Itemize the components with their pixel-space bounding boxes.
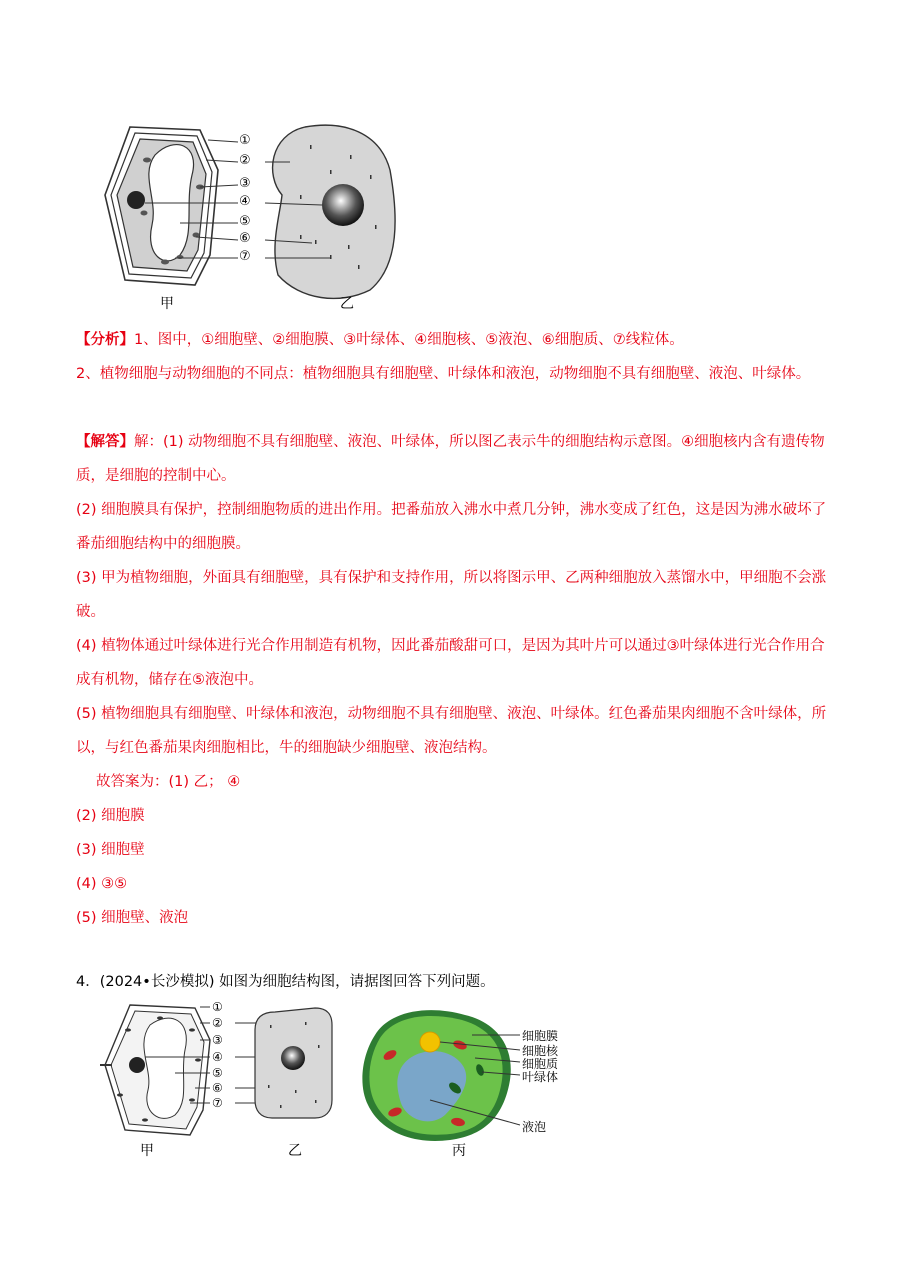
question-4-text: 4．(2024•长沙模拟) 如图为细胞结构图，请据图回答下列问题。: [76, 974, 495, 990]
bing-label-cytoplasm: 细胞质: [522, 1057, 559, 1071]
fig1-caption-jia: 甲: [160, 296, 174, 312]
figure-2-drawing: [100, 1000, 600, 1170]
analysis-block: [76, 323, 836, 391]
answer-p5: (5) 植物细胞具有细胞壁、叶绿体和液泡，动物细胞不具有细胞壁、液泡、叶绿体。红色番茄果肉细胞不含叶绿体，所以，与红色番茄果肉细胞相比，牛的细胞缺少细胞壁、液泡结构。: [76, 706, 827, 756]
final-answer-intro: 故答案为：(1) 乙； ④: [96, 774, 241, 790]
fig1-label-6: ⑥: [239, 231, 251, 246]
animal-cell-yi: [273, 125, 396, 298]
fig1-label-2: ②: [239, 153, 251, 168]
final-answer-4: (4) ③⑤: [76, 876, 128, 892]
final-answer-2: (2) 细胞膜: [76, 808, 145, 824]
fig1-label-1: ①: [239, 133, 251, 148]
fig2-label-3: ③: [212, 1033, 223, 1047]
answer-p1: 【解答】解：(1) 动物细胞不具有细胞壁、液泡、叶绿体，所以图乙表示牛的细胞结构示意图。④细胞核内含有遗传物质，是细胞的控制中心。: [76, 434, 825, 484]
fig2-label-4: ④: [212, 1050, 223, 1064]
fig1-label-3: ③: [239, 176, 251, 191]
fig2-plant-cell-jia: [100, 1005, 210, 1135]
answer-block: [76, 425, 836, 935]
fig2-label-5: ⑤: [212, 1066, 223, 1080]
answer-p2: (2) 细胞膜具有保护，控制细胞物质的进出作用。把番茄放入沸水中煮几分钟，沸水变成了红色，这是因为沸水破坏了番茄细胞结构中的细胞膜。: [76, 502, 827, 552]
analysis-line-1: 【分析】1、图中，①细胞壁、②细胞膜、③叶绿体、④细胞核、⑤液泡、⑥细胞质、⑦线粒体。: [76, 332, 684, 348]
final-answer-3: (3) 细胞壁: [76, 842, 145, 858]
fig2-cell-bing: [362, 1010, 510, 1141]
fig1-caption-yi: 乙: [340, 296, 354, 312]
fig1-label-5: ⑤: [239, 214, 251, 229]
fig2-animal-cell-yi: [255, 1008, 332, 1118]
fig1-label-4: ④: [239, 194, 251, 209]
fig2-caption-jia: 甲: [140, 1143, 154, 1159]
answer-p4: (4) 植物体通过叶绿体进行光合作用制造有机物，因此番茄酸甜可口，是因为其叶片可以通过③叶绿体进行光合作用合成有机物，储存在⑤液泡中。: [76, 638, 825, 688]
answer-p3: (3) 甲为植物细胞，外面具有细胞壁，具有保护和支持作用，所以将图示甲、乙两种细胞放入蒸馏水中，甲细胞不会涨破。: [76, 570, 827, 620]
bing-label-nucleus: 细胞核: [522, 1044, 559, 1058]
figure-2: [100, 1000, 600, 1170]
fig1-label-7: ⑦: [239, 249, 251, 264]
analysis-line-2: 2、植物细胞与动物细胞的不同点：植物细胞具有细胞壁、叶绿体和液泡，动物细胞不具有细胞壁、液泡、叶绿体。: [76, 366, 811, 382]
fig2-label-1: ①: [212, 1000, 223, 1014]
fig2-label-2: ②: [212, 1016, 223, 1030]
bing-label-membrane: 细胞膜: [522, 1029, 559, 1043]
fig2-caption-yi: 乙: [288, 1143, 302, 1159]
fig2-label-7: ⑦: [212, 1096, 223, 1110]
fig2-label-6: ⑥: [212, 1081, 223, 1095]
analysis-tag: 【分析】: [76, 332, 134, 348]
plant-cell-jia: [105, 127, 218, 285]
fig2-caption-bing: 丙: [452, 1143, 466, 1159]
bing-label-vacuole: 液泡: [522, 1120, 547, 1134]
figure-1: [100, 115, 400, 315]
final-answer-5: (5) 细胞壁、液泡: [76, 910, 189, 926]
bing-label-chloroplast: 叶绿体: [522, 1070, 559, 1084]
answer-tag: 【解答】: [76, 434, 134, 450]
